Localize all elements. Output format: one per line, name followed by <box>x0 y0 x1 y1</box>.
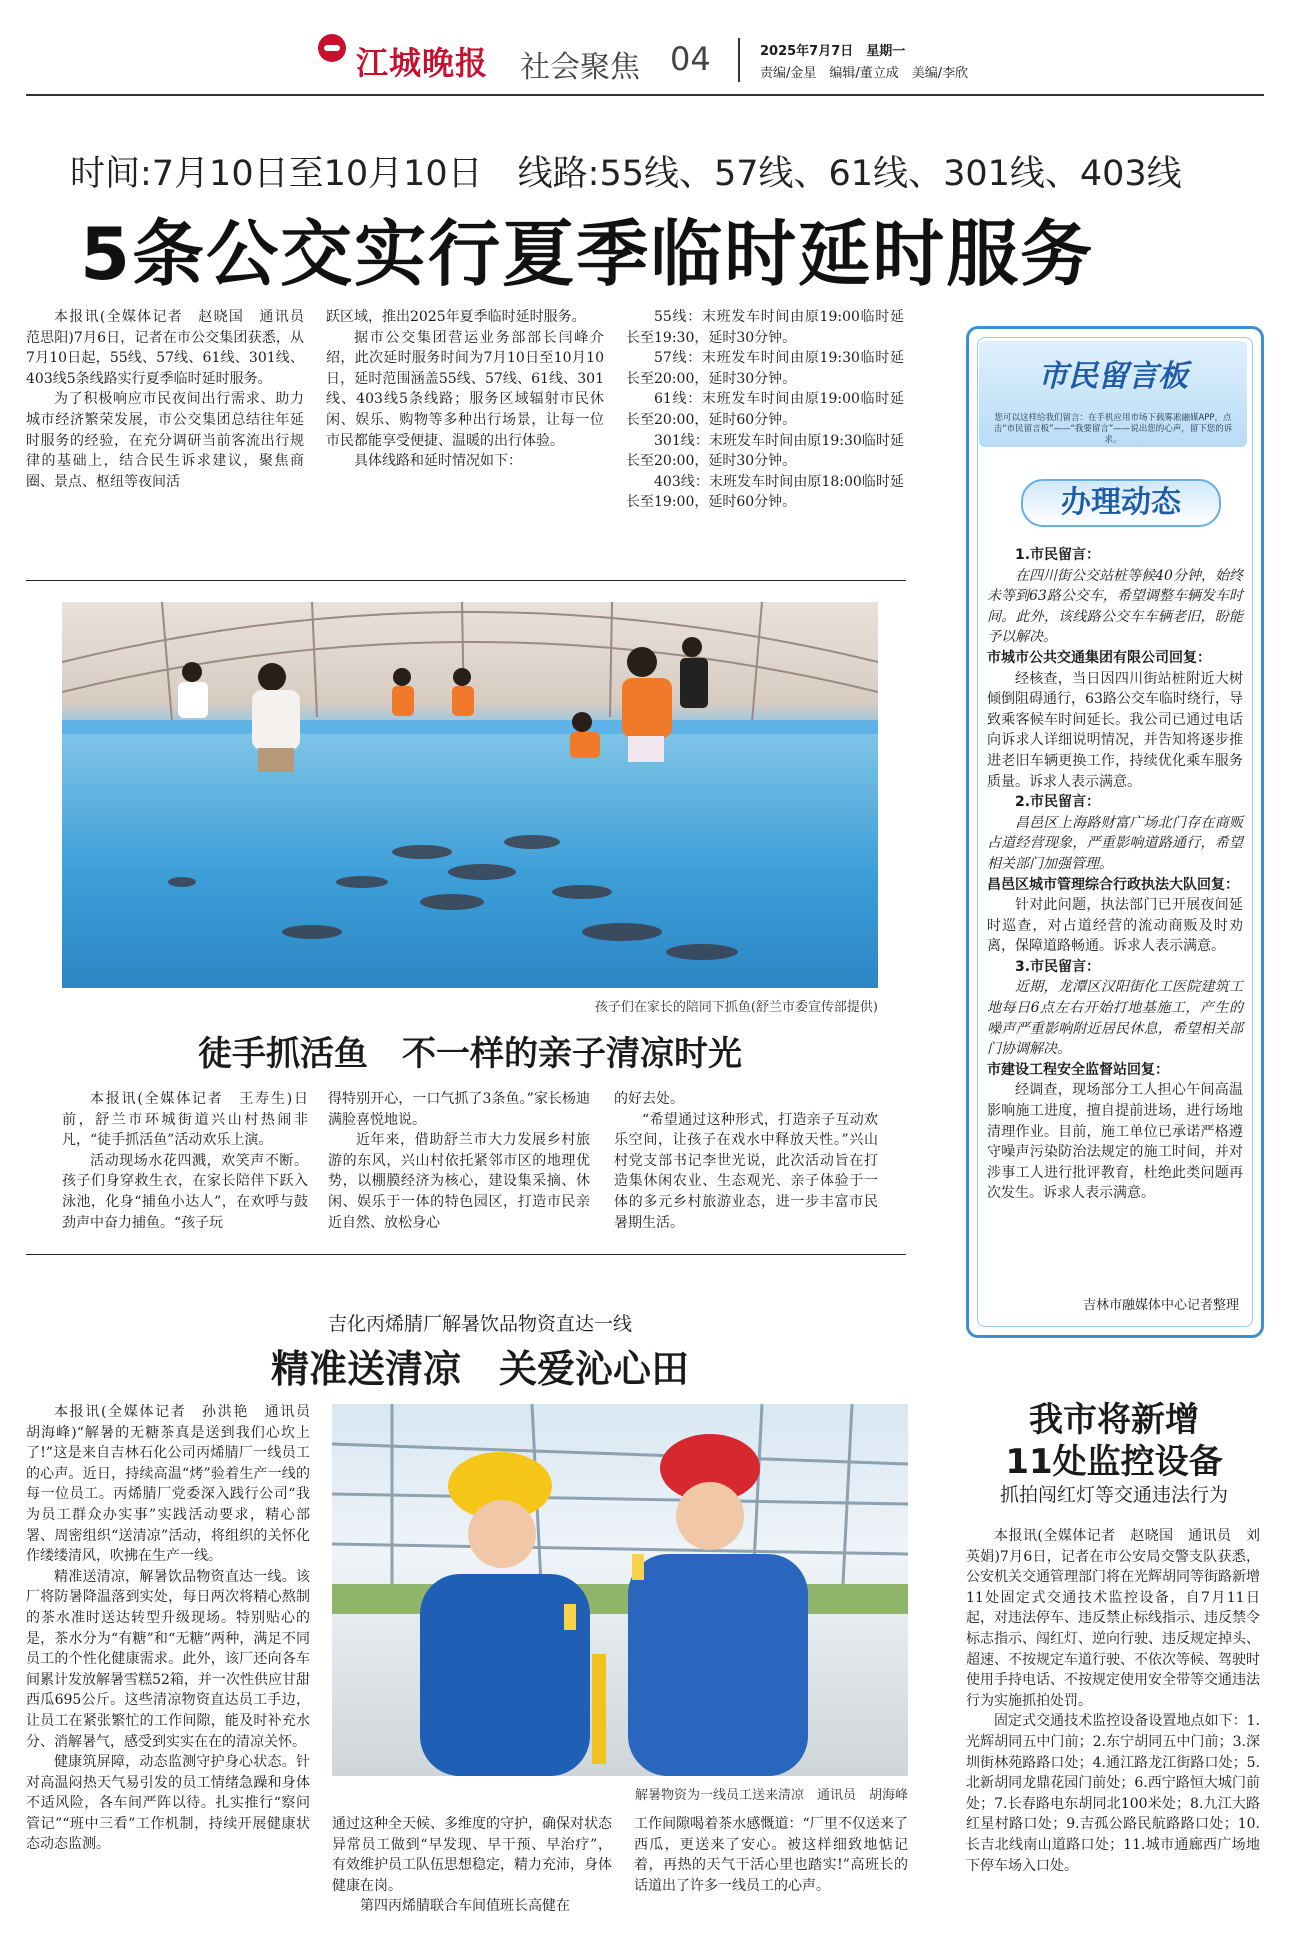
article3-col2-p1: 通过这种全天候、多维度的守护，确保对状态异常员工做到“早发现、早干预、早治疗”，有效维护员工队伍思想稳定，精力充沛，身体健康在岗。 <box>332 1816 612 1894</box>
route-403: 403线：末班发车时间由原18:00临时延长至19:00，延时60分钟。 <box>626 473 904 511</box>
article1-headline: 5条公交实行夏季临时延时服务 <box>80 212 1095 296</box>
item2-question-text: 昌邑区上海路财富广场北门存在商贩占道经营现象，严重影响道路通行，希望相关部门加强管理。 <box>987 814 1243 872</box>
message-board-banner <box>979 341 1247 447</box>
article4-body <box>966 1526 1260 1876</box>
article3-col1 <box>26 1402 324 1855</box>
article3-col1-p3: 健康筑屏障，动态监测守护身心状态。针对高温闷热天气易引发的员工情绪急躁和身体不适风险，各车间严阵以待。扎实推行“察问管记”“班中三看”工作机制，持续开展健康状态动态监测。 <box>26 1754 310 1853</box>
route-55: 55线：末班发车时间由原19:00临时延长至19:30，延时30分钟。 <box>626 309 904 346</box>
item3-reply-text: 经调查，现场部分工人担心午间高温影响施工进度，擅自提前进场，进行场地清理作业。目前，施工单位已承诺严格遵守噪声污染防治法规定的施工时间，并对涉事工人进行批评教育，杜绝此类问题再次发生。诉求人表示满意。 <box>987 1082 1243 1202</box>
article3-col1-p1: 本报讯(全媒体记者 孙洪艳 通讯员 胡海峰)“解暑的无糖茶真是送到我们心坎上了!”这是来自吉林石化公司丙烯腈厂一线员工的心声。近日，持续高温“烤”验着生产一线的每一位员工。丙烯腈厂党委深入践行公司“我为员工群众办实事”实践活动要求，精心部署、周密组织“送清凉”活动，将组织的关怀化作缕缕清风，吹拂在生产一线。 <box>26 1404 324 1565</box>
item1-question-text: 在四川街公交站桩等候40分钟，始终未等到63路公交车，希望调整车辆发车时间。此外，该线路公交车车辆老旧，盼能予以解决。 <box>987 567 1243 646</box>
item3-question-text: 近期，龙潭区汉阳街化工医院建筑工地每日6点左右开始打地基施工，产生的噪声严重影响附近居民休息，希望相关部门协调解决。 <box>987 979 1243 1058</box>
article3-col3-p1: 工作间隙喝着茶水感慨道：“厂里不仅送来了西瓜，更送来了安心。被这样细致地惦记着，再热的天气干活心里也踏实!”高班长的话道出了许多一线员工的心声。 <box>634 1816 908 1894</box>
article1-col2-p2: 据市公交集团营运业务部部长闫峰介绍，此次延时服务时间为7月10日至10月10日，延时范围涵盖55线、57线、61线、301线、403线5条线路；服务区域辐射市民休闲、娱乐、购物等多种出行场景，让每一位市民都能享受便捷、温暖的出行体验。 <box>326 329 604 449</box>
item2-reply-label: 昌邑区城市管理综合行政执法大队回复： <box>987 876 1239 893</box>
article1-col2-p3: 具体线路和延时情况如下： <box>354 453 522 470</box>
masthead-divider <box>738 38 740 82</box>
article1-col2 <box>326 307 604 472</box>
article2-col3 <box>614 1089 878 1233</box>
article4-subhead: 抓拍闯红灯等交通违法行为 <box>999 1484 1228 1506</box>
article2-col3-p2: “希望通过这种形式，打造亲子互动欢乐空间，让孩子在戏水中释放天性。”兴山村党支部书记李世光说，此次活动旨在打造集休闲农业、生态观光、亲子体验于一体的多元乡村旅游业态，进一步丰富市民暑期生活。 <box>614 1111 878 1231</box>
workers-illustration <box>332 1404 908 1776</box>
article1-col2-p1: 跃区域，推出2025年夏季临时延时服务。 <box>326 309 586 325</box>
editors-line: 责编/金星 编辑/董立成 美编/李欣 <box>760 66 969 81</box>
section-name: 社会聚焦 <box>520 50 640 85</box>
article1-col1 <box>26 307 318 492</box>
panel-items <box>987 545 1243 1204</box>
masthead-rule <box>26 94 1264 96</box>
article2-rule <box>26 1254 906 1255</box>
fish-photo-caption: 孩子们在家长的陪同下抓鱼(舒兰市委宣传部提供) <box>594 1000 878 1015</box>
handling-status-badge: 办理动态 <box>1021 479 1221 527</box>
article3-col2 <box>332 1814 612 1917</box>
route-57: 57线：末班发车时间由原19:30临时延长至20:00，延时30分钟。 <box>626 350 904 387</box>
article3-col3 <box>634 1814 908 1896</box>
article2-col1 <box>62 1089 308 1233</box>
article1-col1-p1: 本报讯(全媒体记者 赵晓国 通讯员 范思阳)7月6日，记者在市公交集团获悉，从7月10日起，55线、57线、61线、301线、403线5条线路实行夏季临时延时服务。 <box>26 309 318 387</box>
article4-p2: 固定式交通技术监控设备设置地点如下：1.光辉胡同五中门前；2.东宁胡同五中门前；3.深圳街林苑路路口处；4.通江路龙江街路口处；5.北新胡同龙鼎花园门前处；6.西宁路恒大城门前处；7.长春路电东胡同北100米处；8.九江大路红星村路口处；9.吉孤公路民航路路口处；10.长吉北线南山道路口处；11.城市通廊西广场地下停车场入口处。 <box>966 1713 1260 1874</box>
masthead <box>318 34 998 84</box>
route-301: 301线：末班发车时间由原19:30临时延长至20:00，延时30分钟。 <box>626 432 904 470</box>
article3-col1-p2: 精准送清凉，解暑饮品物资直达一线。该厂将防暑降温落到实处，每日两次将精心熬制的茶水准时送达转型升级现场。特别贴心的是，茶水分为“有糖”和“无糖”两种，满足不同员工的个性化健康需求。此外，该厂还向各车间累计发放解暑雪糕52箱，并一次性供应甘甜西瓜695公斤。这些清凉物资直达员工手边，让员工在紧张繁忙的工作间隙，能及时补充水分、消解暑气，感受到实实在在的清凉关怀。 <box>26 1568 310 1750</box>
article2-col3-p1: 的好去处。 <box>614 1091 684 1107</box>
article3-col2-p2: 第四丙烯腈联合车间值班长高健在 <box>360 1898 570 1915</box>
article4-p1: 本报讯(全媒体记者 赵晓国 通讯员 刘英娟)7月6日，记者在市公安局交警支队获悉，公安机关交通管理部门将在光辉胡同等街路新增11处固定式交通技术监控设备，自7月11日起，对违法停车、违反禁止标线指示、违反禁令标志指示、闯红灯、逆向行驶、违反规定掉头、超速、不按规定车道行驶、不依次等候、驾驶时使用手持电话、不按规定使用安全带等交通违法行为实施抓拍处罚。 <box>966 1528 1260 1709</box>
article4-headline-line1: 我市将新增 <box>1029 1400 1199 1440</box>
newspaper-logo: 江城晚报 <box>356 44 489 82</box>
fish-pool-illustration <box>62 602 878 988</box>
article1-rule <box>26 580 906 581</box>
article1-subhead: 时间:7月10日至10月10日 线路:55线、57线、61线、301线、403线 <box>70 154 1182 194</box>
item2-question-label: 2.市民留言： <box>1015 794 1101 811</box>
article1-col3 <box>626 307 904 513</box>
article2-col2-p2: 近年来，借助舒兰市大力发展乡村旅游的东风，兴山村依托紧邻市区的地理优势，以棚膜经济为核心，建设集采摘、休闲、娱乐于一体的特色园区，打造市民亲近自然、放松身心 <box>328 1132 590 1231</box>
route-61: 61线：末班发车时间由原19:00临时延长至20:00，延时60分钟。 <box>626 391 904 428</box>
item1-reply-text: 经核查，当日因四川街站桩附近大树倾倒阻碍通行，63路公交车临时绕行，导致乘客候车时间延长。我公司已通过电话向诉求人详细说明情况，并告知将逐步推进老旧车辆更换工作，持续优化乘车服务质量。诉求人表示满意。 <box>987 670 1243 790</box>
article2-col1-p1: 本报讯(全媒体记者 王寿生)日前，舒兰市环城街道兴山村热闹非凡，“徒手抓活鱼”活动欢乐上演。 <box>62 1091 308 1149</box>
item3-reply-label: 市建设工程安全监督站回复： <box>987 1061 1169 1078</box>
message-board-instructions: 您可以这样给我们留言：在手机应用市场下载雾凇融媒APP，点击“市民留言板”——“我要留言”——说出您的心声，留下您的诉求。 <box>993 413 1233 445</box>
panel-signoff: 吉林市融媒体中心记者整理 <box>1082 1298 1239 1313</box>
fish-pool-photo <box>62 602 878 988</box>
article3-kicker: 吉化丙烯腈厂解暑饮品物资直达一线 <box>327 1313 632 1335</box>
item3-question-label: 3.市民留言： <box>1015 958 1101 975</box>
item1-question-label: 1.市民留言： <box>1015 547 1101 563</box>
logo-emblem-icon <box>318 34 346 62</box>
workers-photo <box>332 1404 908 1776</box>
item1-reply-label: 市城市公共交通集团有限公司回复： <box>987 649 1211 666</box>
article2-col1-p2: 活动现场水花四溅，欢笑声不断。孩子们身穿救生衣，在家长陪伴下跃入泳池，化身“捕鱼小达人”，在欢呼与鼓劲声中奋力捕鱼。“孩子玩 <box>62 1152 308 1231</box>
article3-headline: 精准送清凉 关爱沁心田 <box>270 1347 689 1391</box>
page-number: 04 <box>670 40 711 78</box>
workers-photo-caption: 解暑物资为一线员工送来清凉 通讯员 胡海峰 <box>634 1788 908 1803</box>
article4-headline-line2: 11处监控设备 <box>1005 1442 1223 1482</box>
item2-reply-text: 针对此问题，执法部门已开展夜间延时巡查，对占道经营的流动商贩及时劝离，保障道路畅通。诉求人表示满意。 <box>987 897 1243 955</box>
issue-date: 2025年7月7日 星期一 <box>760 44 906 59</box>
article1-col1-p2: 为了积极响应市民夜间出行需求、助力城市经济繁荣发展，市公交集团总结往年延时服务的经验，在充分调研当前客流出行规律的基础上，结合民生诉求建议，聚焦商圈、景点、枢纽等夜间活 <box>26 391 304 490</box>
article2-headline: 徒手抓活鱼 不一样的亲子清凉时光 <box>198 1034 742 1074</box>
citizen-message-board <box>966 326 1264 1338</box>
article2-col2-p1: 得特别开心，一口气抓了3条鱼。”家长杨迪满脸喜悦地说。 <box>328 1091 590 1128</box>
message-board-title: 市民留言板 <box>1038 359 1188 394</box>
article2-col2 <box>328 1089 590 1233</box>
